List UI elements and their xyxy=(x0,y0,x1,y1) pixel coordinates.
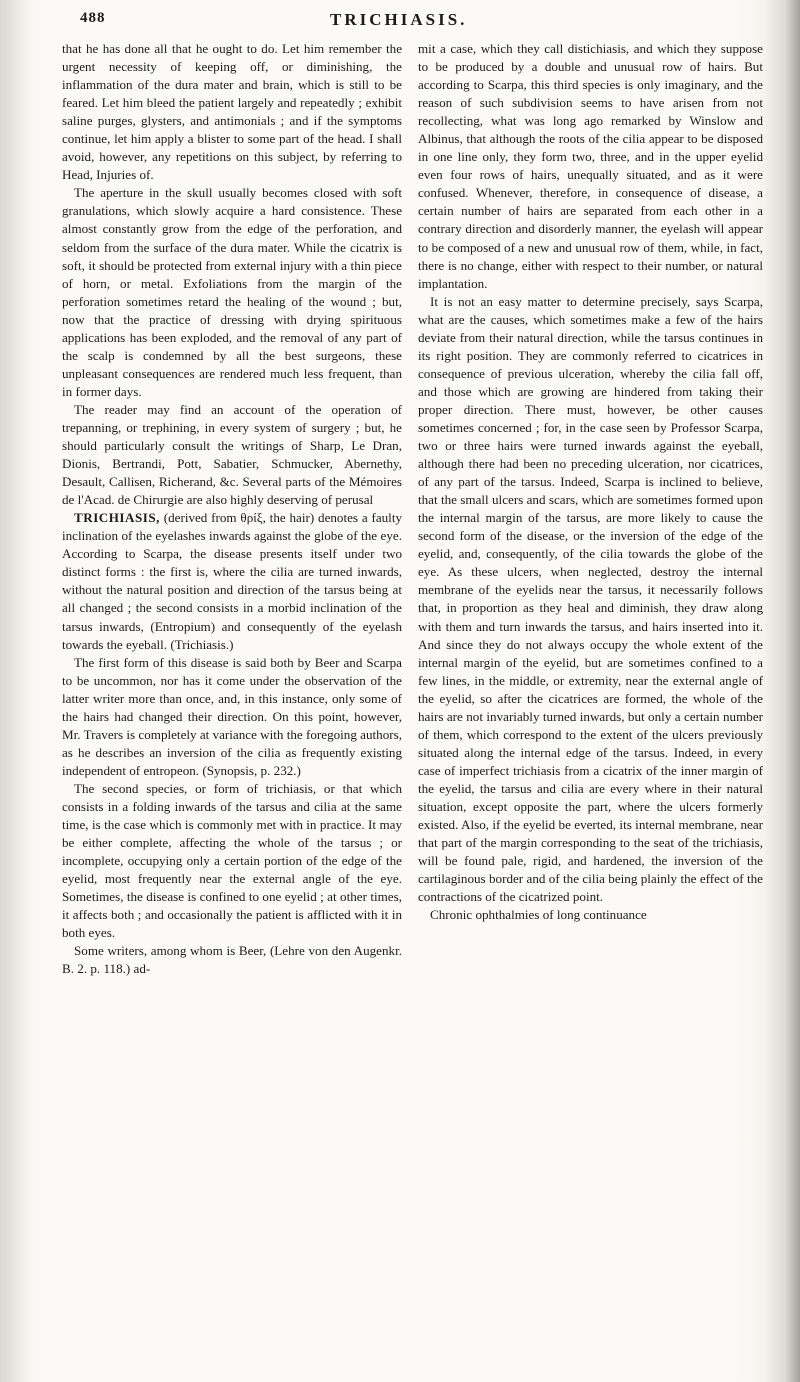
running-head: TRICHIASIS. xyxy=(330,10,468,29)
paragraph: The second species, or form of trichiasis, or that which consists in a folding inwards of the tarsus and cilia at the same time, is the case which is commonly met with in practice. It may be either complete, affecting the whole of the tarsus ; or incomplete, occupying only a certain portion of the edge of the eyelid, most frequently near the external angle of the eye. Sometimes, the disease is confined to one eyelid ; at other times, it affects both ; and occasionally the patient is afflicted with it in both eyes. xyxy=(62,780,402,941)
page-header xyxy=(0,4,800,32)
page-edge-shadow xyxy=(764,0,800,1382)
entry-paragraph xyxy=(62,509,402,653)
paragraph: The aperture in the skull usually becomes closed with soft granulations, which slowly acquire a hard consistence. These almost constantly grow from the edge of the perforation, and seldom from the surface of the dura mater. While the cicatrix is soft, it should be protected from external injury with a thin piece of horn, or metal. Exfoliations from the margin of the perforation sometimes retard the healing of the wound ; but, now that the practice of dressing with drying spirituous applications has been exploded, and the removal of any part of the scalp is condemned by all the best surgeons, these unpleasant consequences are rendered much less frequent, than in former days. xyxy=(62,185,402,399)
entry-text: (derived from θρίξ, the hair) denotes a faulty inclination of the eyelashes inwards against the globe of the eye. According to Scarpa, the disease presents itself under two distinct forms : the first is, where the cilia are turned inwards, without the natural position and direction of the tarsus being at all changed ; the second consists in a morbid inclination of the tarsus inwards, (Entropium) and consequently of the eyelash towards the eyeball. (Trichiasis.) xyxy=(62,510,402,652)
entry-term: TRICHIASIS, xyxy=(74,510,160,526)
binding-shadow xyxy=(0,0,30,1382)
paragraph: The first form of this disease is said both by Beer and Scarpa to be uncommon, nor has it come under the observation of the latter writer more than once, and, in this instance, only some of the hairs had changed their direction. On this point, however, Mr. Travers is completely at variance with the foregoing authors, as he describes an inversion of the cilia as frequently existing independent of entropeon. (Synopsis, p. 232.) xyxy=(62,654,402,778)
paragraph: Chronic ophthalmies of long continuance xyxy=(430,907,647,923)
page-number: 488 xyxy=(80,10,106,26)
right-column xyxy=(418,40,763,924)
paragraph: The reader may find an account of the operation of trepanning, or trephining, in every system of surgery ; but, he should particularly consult the writings of Sharp, Le Dran, Dionis, Bertrandi, Pott, Sabatier, Schmucker, Abernethy, Desault, Callisen, Richerand, &c. Several parts of the Mémoires de l'Acad. de Chirurgie are also highly deserving of perusal xyxy=(62,401,402,508)
left-column xyxy=(62,40,402,978)
paragraph: that he has done all that he ought to do. Let him remember the urgent necessity of keeping off, or diminishing, the inflammation of the dura mater and brain, which is still to be feared. Let him bleed the patient largely and repeatedly ; exhibit saline purges, glysters, and antimonials ; and if the symptoms continue, let him apply a blister to some part of the head. I shall avoid, however, any repetitions on this subject, by referring to Head, Injuries of. xyxy=(62,41,402,183)
paragraph: It is not an easy matter to determine precisely, says Scarpa, what are the causes, which sometimes make a few of the hairs deviate from their natural direction, while the tarsus continues in its right position. They are commonly referred to cicatrices in consequence of previous ulceration, whereby the cilia fall off, and those which are growing are hindered from taking their proper direction. There must, however, be other causes sometimes concerned ; for, in the case seen by Professor Scarpa, two or three hairs were turned inwards against the eyeball, although there had been no preceding ulceration, nor cicatrices, of any part of the tarsus. Indeed, Scarpa is inclined to believe, that the small ulcers and scars, which are sometimes formed upon the internal margin of the tarsus, are more likely to cause the second form of the disease, or the inversion of the edge of the eyelid, and, consequently, of the cilia towards the globe of the eye. As these ulcers, when neglected, destroy the internal membrane of the eyelids near the tarsus, it necessarily follows that, in proportion as they heal and diminish, they draw along with them and turn inwards the tarsus, and hairs inserted into it. And since they do not always occupy the whole extent of the internal margin of the eyelid, but are sometimes confined to a few lines, in the middle, or extremity, near the external angle of the eyelid, so after the cicatrices are formed, the whole of the hairs are not invariably turned inwards, but only a certain number of them, which correspond to the extent of the ulcers previously situated along the internal edge of the tarsus. Indeed, in every case of imperfect trichiasis from a cicatrix of the inner margin of the eyelid, the tarsus and cilia are every where in their natural situation, except opposite the part, where the ulcers formerly existed. Also, if the eyelid be everted, its internal membrane, near that part of the margin corresponding to the seat of the trichiasis, will be found pale, rigid, and hardened, the inversion of the cartilaginous border and of the cilia being plainly the effect of the contractions of the cicatrized point. xyxy=(418,293,763,905)
paragraph: Some writers, among whom is Beer, (Lehre von den Augenkr. B. 2. p. 118.) ad- xyxy=(62,943,402,977)
paragraph: mit a case, which they call distichiasis, and which they suppose to be produced by a double and unusual row of hairs. But according to Scarpa, this third species is only imaginary, and the reason of such subdivision seems to have arisen from not recollecting, what was long ago remarked by Winslow and Albinus, that although the roots of the cilia appear to be disposed in one line only, they form two, three, and in the upper eyelid even four rows of hairs, unequally situated, and as it were confused. Whenever, therefore, in consequence of disease, a certain number of hairs are separated from each other in a contrary direction and disorderly manner, the eyelash will appear to be composed of a new and unusual row of them, while, in fact, there is no change, either with respect to their number, or natural implantation. xyxy=(418,41,763,291)
